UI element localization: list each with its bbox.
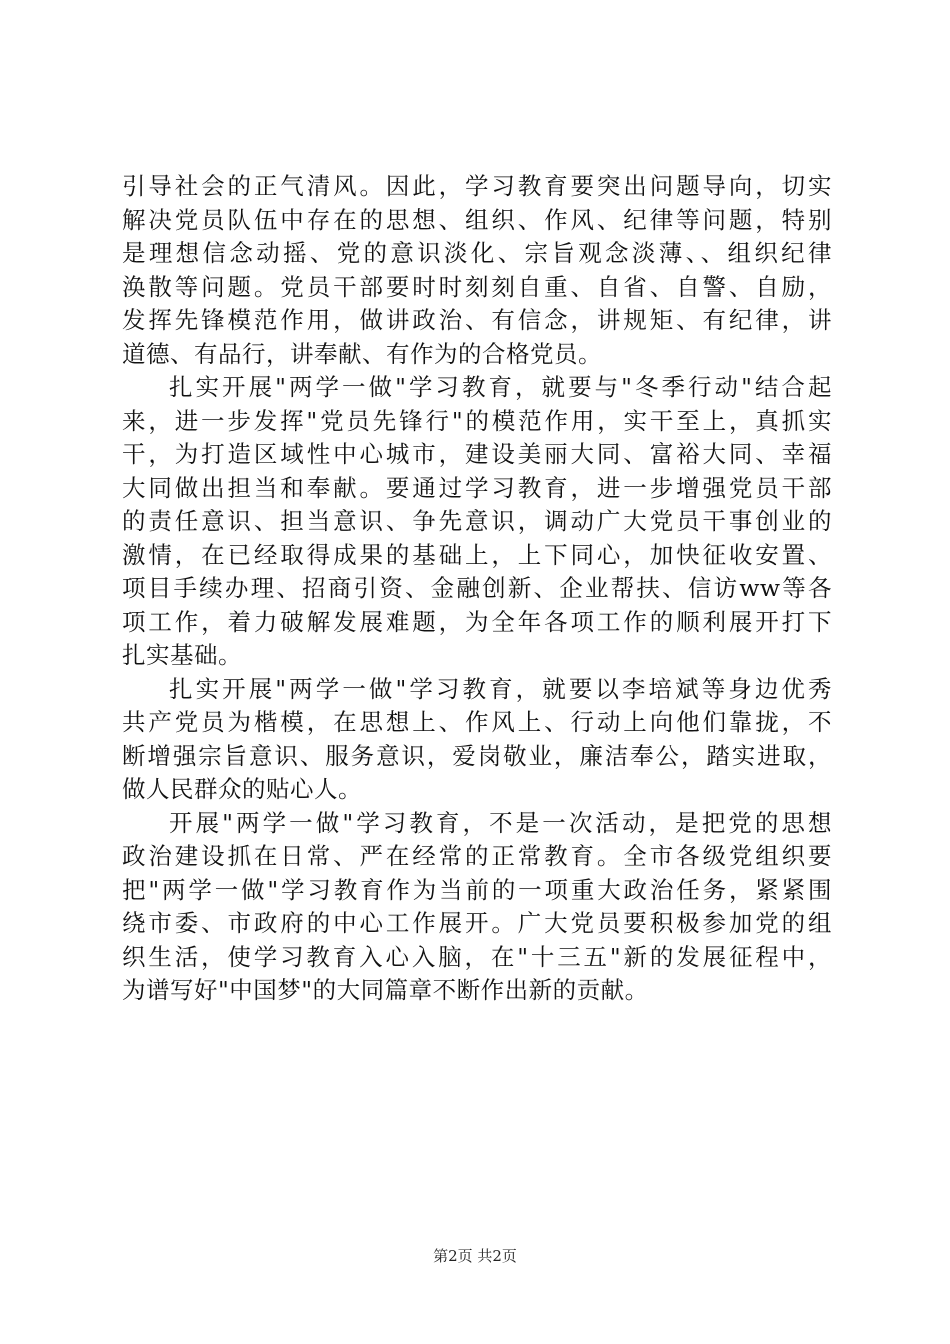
text-line: 织生活，使学习教育入心入脑，在"十三五"新的发展征程中， xyxy=(122,942,832,971)
text-line: 来，进一步发挥"党员先锋行"的模范作用，实干至上，真抓实 xyxy=(122,406,832,435)
text-line: 绕市委、市政府的中心工作展开。广大党员要积极参加党的组 xyxy=(122,909,832,937)
text-line: 项工作，着力破解发展难题，为全年各项工作的顺利展开打下 xyxy=(122,607,832,636)
text-line: 做人民群众的贴心人。 xyxy=(122,775,362,803)
text-line: 大同做出担当和奉献。要通过学习教育，进一步增强党员干部 xyxy=(122,473,832,502)
text-line: 的责任意识、担当意识、争先意识，调动广大党员干事创业的 xyxy=(122,507,832,535)
text-line: 干，为打造区域性中心城市，建设美丽大同、富裕大同、幸福 xyxy=(122,440,832,468)
text-line: 为谱写好"中国梦"的大同篇章不断作出新的贡献。 xyxy=(122,976,649,1004)
text-line: 是理想信念动摇、党的意识淡化、宗旨观念淡薄、、组织纪律 xyxy=(122,239,832,267)
text-line: 引导社会的正气清风。因此，学习教育要突出问题导向，切实 xyxy=(122,172,832,200)
text-line: 把"两学一做"学习教育作为当前的一项重大政治任务，紧紧围 xyxy=(122,875,832,904)
page-number-footer: 第2页 共2页 xyxy=(433,1247,517,1265)
text-line: 开展"两学一做"学习教育，不是一次活动，是把党的思想 xyxy=(169,808,832,837)
text-line: 共产党员为楷模，在思想上、作风上、行动上向他们靠拢，不 xyxy=(122,708,832,736)
text-line: 扎实开展"两学一做"学习教育，就要与"冬季行动"结合起 xyxy=(169,373,832,401)
text-line: 扎实开展"两学一做"学习教育，就要以李培斌等身边优秀 xyxy=(169,674,832,703)
text-line: 涣散等问题。党员干部要时时刻刻自重、自省、自警、自励， xyxy=(122,272,832,301)
text-line: 断增强宗旨意识、服务意识，爱岗敬业，廉洁奉公，踏实进取， xyxy=(122,741,832,770)
text-line: 项目手续办理、招商引资、金融创新、企业帮扶、信访ww等各 xyxy=(122,574,832,602)
text-line: 政治建设抓在日常、严在经常的正常教育。全市各级党组织要 xyxy=(122,842,832,870)
text-line: 发挥先锋模范作用，做讲政治、有信念，讲规矩、有纪律，讲 xyxy=(122,306,832,334)
text-line: 扎实基础。 xyxy=(122,641,242,669)
text-line: 道德、有品行，讲奉献、有作为的合格党员。 xyxy=(122,339,602,368)
text-line: 激情，在已经取得成果的基础上，上下同心，加快征收安置、 xyxy=(122,540,832,569)
document-body xyxy=(122,170,832,1008)
text-line: 解决党员队伍中存在的思想、组织、作风、纪律等问题，特别 xyxy=(122,205,832,234)
